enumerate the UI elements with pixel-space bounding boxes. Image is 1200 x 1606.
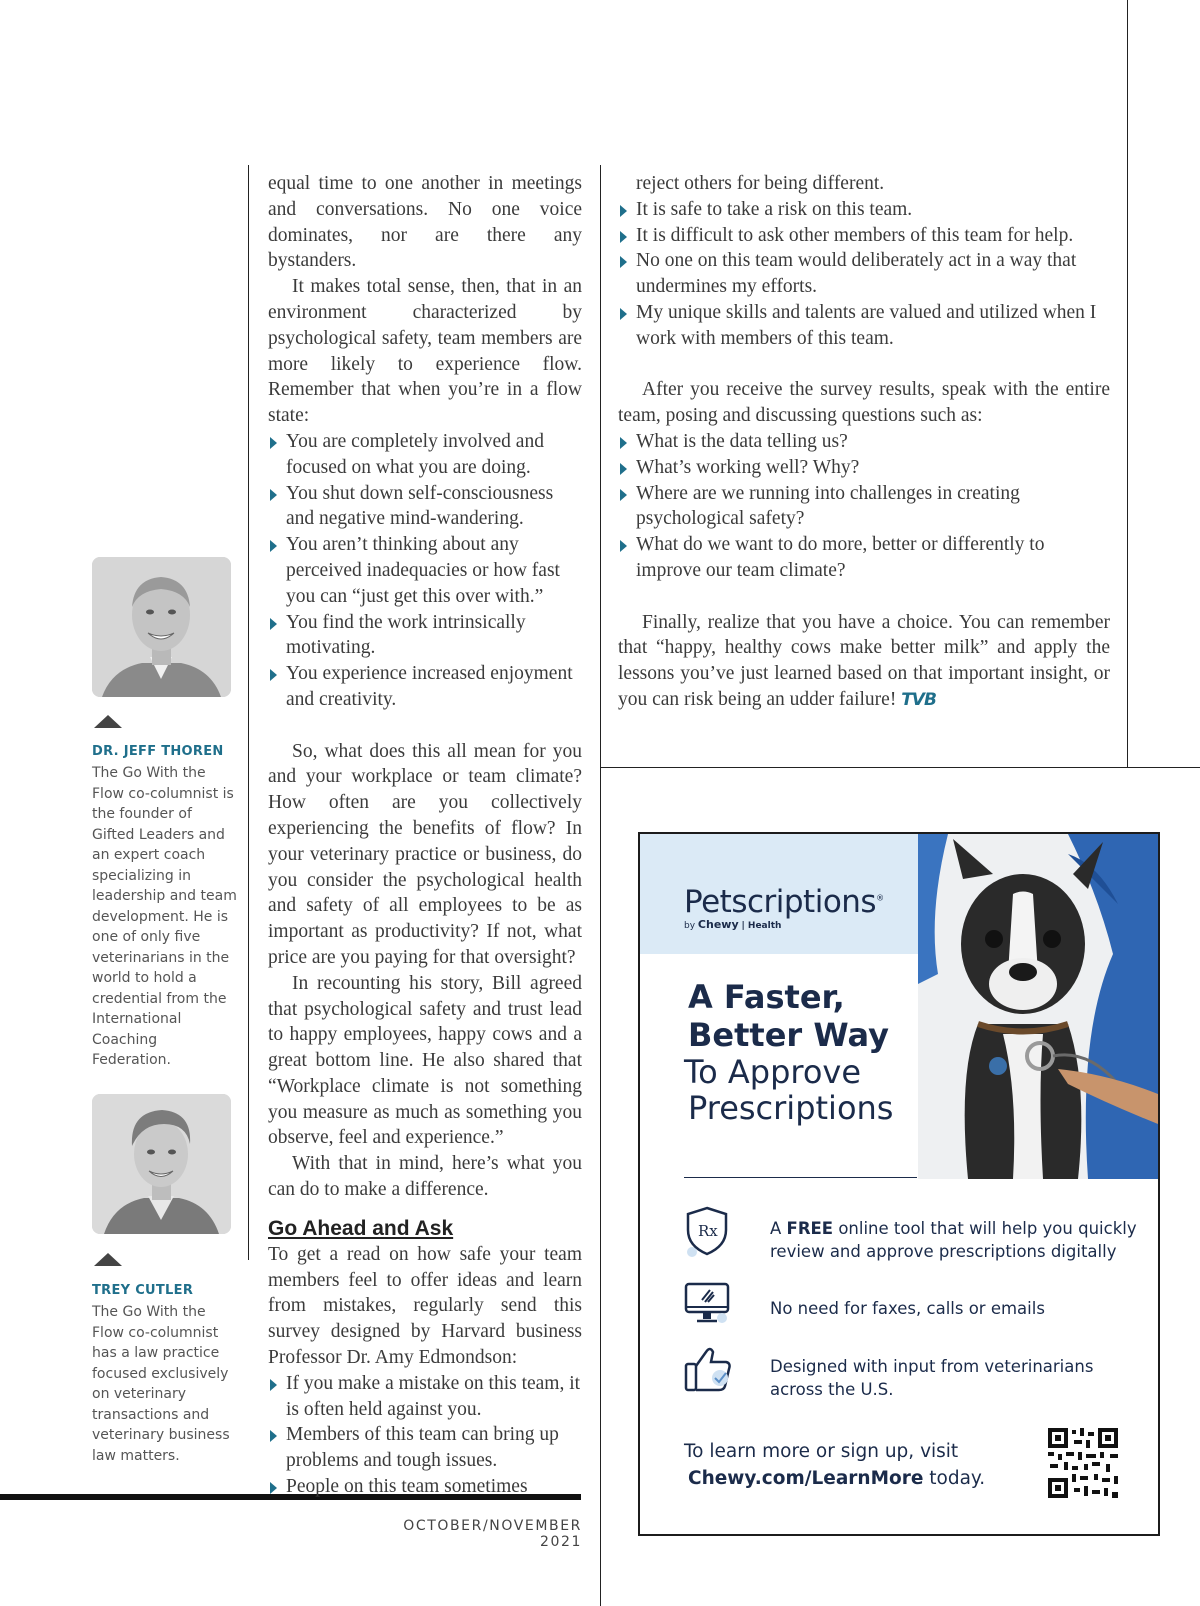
cta-after: today. xyxy=(923,1468,986,1489)
brand-health: | Health xyxy=(741,921,782,931)
author-name: TREY CUTLER xyxy=(92,1283,194,1298)
prescription-shield-icon xyxy=(684,1206,730,1252)
paragraph: So, what does this all mean for you and your workplace or team climate? How often are you collectively experiencing the benefits of flow? In your veterinary practice or business, do you consider the psychological health and safety of all employees to be as important as productivity? If not, what price are you paying for that oversight? xyxy=(268,740,582,968)
ad-call-to-action xyxy=(684,1438,985,1492)
list-item: You experience increased enjoyment and creativity. xyxy=(268,661,582,713)
list-item: Members of this team can bring up problems and tough issues. xyxy=(268,1422,582,1474)
closing-paragraph xyxy=(618,610,1110,714)
end-mark-logo: TVB xyxy=(901,689,936,710)
ad-headline-bold xyxy=(688,978,889,1054)
headline-line: Prescriptions xyxy=(688,1089,894,1127)
author-pointer-icon xyxy=(94,715,122,728)
rx-symbol: Rx xyxy=(698,1222,718,1240)
feature-designed-with-vets: Designed with input from veterinarians across the U.S. xyxy=(770,1357,1094,1399)
list-item: You aren’t thinking about any perceived inadequacies or how fast you can “just get this over with.” xyxy=(268,532,582,609)
closing-text: Finally, realize that you have a choice. You can remember that “happy, healthy cows make better milk” and apply the lessons you’ve just learned based on that important insight, or you can risk being an udder failure! xyxy=(618,611,1110,710)
list-item: People on this team sometimes xyxy=(268,1474,582,1500)
survey-list-continued xyxy=(618,197,1110,352)
list-item: My unique skills and talents are valued and utilized when I work with members of this team. xyxy=(618,300,1110,352)
cta-text: To learn more or sign up, visit xyxy=(684,1441,959,1462)
feature-no-faxes: No need for faxes, calls or emails xyxy=(770,1299,1045,1318)
author-pointer-icon xyxy=(94,1253,122,1266)
paragraph: To get a read on how safe your team members feel to offer ideas and learn from mistakes, regularly send this survey designed by Harvard business Professor Dr. Amy Edmondson: xyxy=(268,1243,582,1369)
flow-state-list xyxy=(268,429,582,713)
ad-headline-light xyxy=(684,1054,893,1126)
list-item: Where are we running into challenges in creating psychological safety? xyxy=(618,481,1110,533)
brand-by: by xyxy=(684,921,696,931)
author-bio: The Go With the Flow co-columnist has a law practice focused exclusively on veterinary transactions and veterinary business law matters. xyxy=(92,1304,230,1464)
discussion-questions-list xyxy=(618,429,1110,584)
list-item: If you make a mistake on this team, it is often held against you. xyxy=(268,1371,582,1423)
feature-free-tool xyxy=(770,1217,1140,1263)
list-item: What do we want to do more, better or differently to improve our team climate? xyxy=(618,532,1110,584)
list-item: What’s working well? Why? xyxy=(618,455,1110,481)
author-photo-jeff-thoren xyxy=(92,557,231,697)
petscriptions-ad xyxy=(638,832,1160,1536)
list-item: You shut down self-consciousness and negative mind-wandering. xyxy=(268,481,582,533)
headline-line: Better Way xyxy=(688,1016,889,1054)
author-photo-trey-cutler xyxy=(92,1094,231,1234)
ad-top-rule xyxy=(600,767,1200,768)
computer-monitor-icon xyxy=(684,1280,730,1326)
column-divider xyxy=(600,165,601,1606)
brand-name: Petscriptions xyxy=(684,884,877,920)
author-name: DR. JEFF THOREN xyxy=(92,744,224,759)
ad-divider xyxy=(684,1177,917,1178)
headline-line: To Approve xyxy=(684,1053,862,1091)
right-margin-rule xyxy=(1127,0,1128,768)
author-bio: The Go With the Flow co-columnist is the founder of Gifted Leaders and an expert coach specializing in leadership and team development. He is one of only five veterinarians in the world to hold a credential from the International Coaching Federation. xyxy=(92,765,237,1068)
chewy-logo: Chewy xyxy=(697,918,739,931)
paragraph: In recounting his story, Bill agreed that psychological safety and trust lead to happy employees, happy cows and a great bottom line. He also shared that “Workplace climate is not something you measure as much as something you observe, feel and experience.” xyxy=(268,972,582,1149)
feature-free-emphasis: FREE xyxy=(786,1219,834,1238)
brand-sub xyxy=(684,918,781,931)
list-item: It is difficult to ask other members of this team for help. xyxy=(618,223,1110,249)
brand-logo xyxy=(684,884,884,920)
article-column-2 xyxy=(618,171,1110,714)
feature-text: A xyxy=(770,1219,787,1238)
list-item: What is the data telling us? xyxy=(618,429,1110,455)
paragraph: It makes total sense, then, that in an environment characterized by psychological safety, team members are more likely to experience flow. Remember that when you’re in a flow state: xyxy=(268,276,582,427)
paragraph-continuation: reject others for being different. xyxy=(636,173,885,194)
ad-brand-panel xyxy=(640,834,918,954)
cta-link[interactable]: Chewy.com/LearnMore xyxy=(688,1468,924,1489)
paragraph: After you receive the survey results, speak with the entire team, posing and discussing questions such as: xyxy=(618,379,1110,427)
brand-registered-mark: ® xyxy=(876,893,884,903)
feature-text: online tool that will help you quickly review and approve prescriptions digitally xyxy=(770,1219,1137,1261)
list-item: It is safe to take a risk on this team. xyxy=(618,197,1110,223)
issue-date-footer: OCTOBER/NOVEMBER 2021 xyxy=(403,1518,582,1550)
paragraph: equal time to one another in meetings and conversations. No one voice dominates, nor are there any bystanders. xyxy=(268,173,582,272)
thumbs-up-icon xyxy=(684,1344,730,1390)
list-item: No one on this team would deliberately act in a way that undermines my efforts. xyxy=(618,248,1110,300)
list-item: You find the work intrinsically motivating. xyxy=(268,610,582,662)
paragraph: With that in mind, here’s what you can do to make a difference. xyxy=(268,1153,582,1201)
sidebar-divider xyxy=(248,165,249,1260)
article-column-1 xyxy=(268,171,582,1500)
section-subhead: Go Ahead and Ask xyxy=(268,1216,454,1240)
qr-code[interactable] xyxy=(1048,1428,1118,1498)
list-item: You are completely involved and focused on what you are doing. xyxy=(268,429,582,481)
headline-line: A Faster, xyxy=(688,978,845,1016)
survey-list xyxy=(268,1371,582,1500)
vet-dog-photo xyxy=(918,834,1158,1179)
